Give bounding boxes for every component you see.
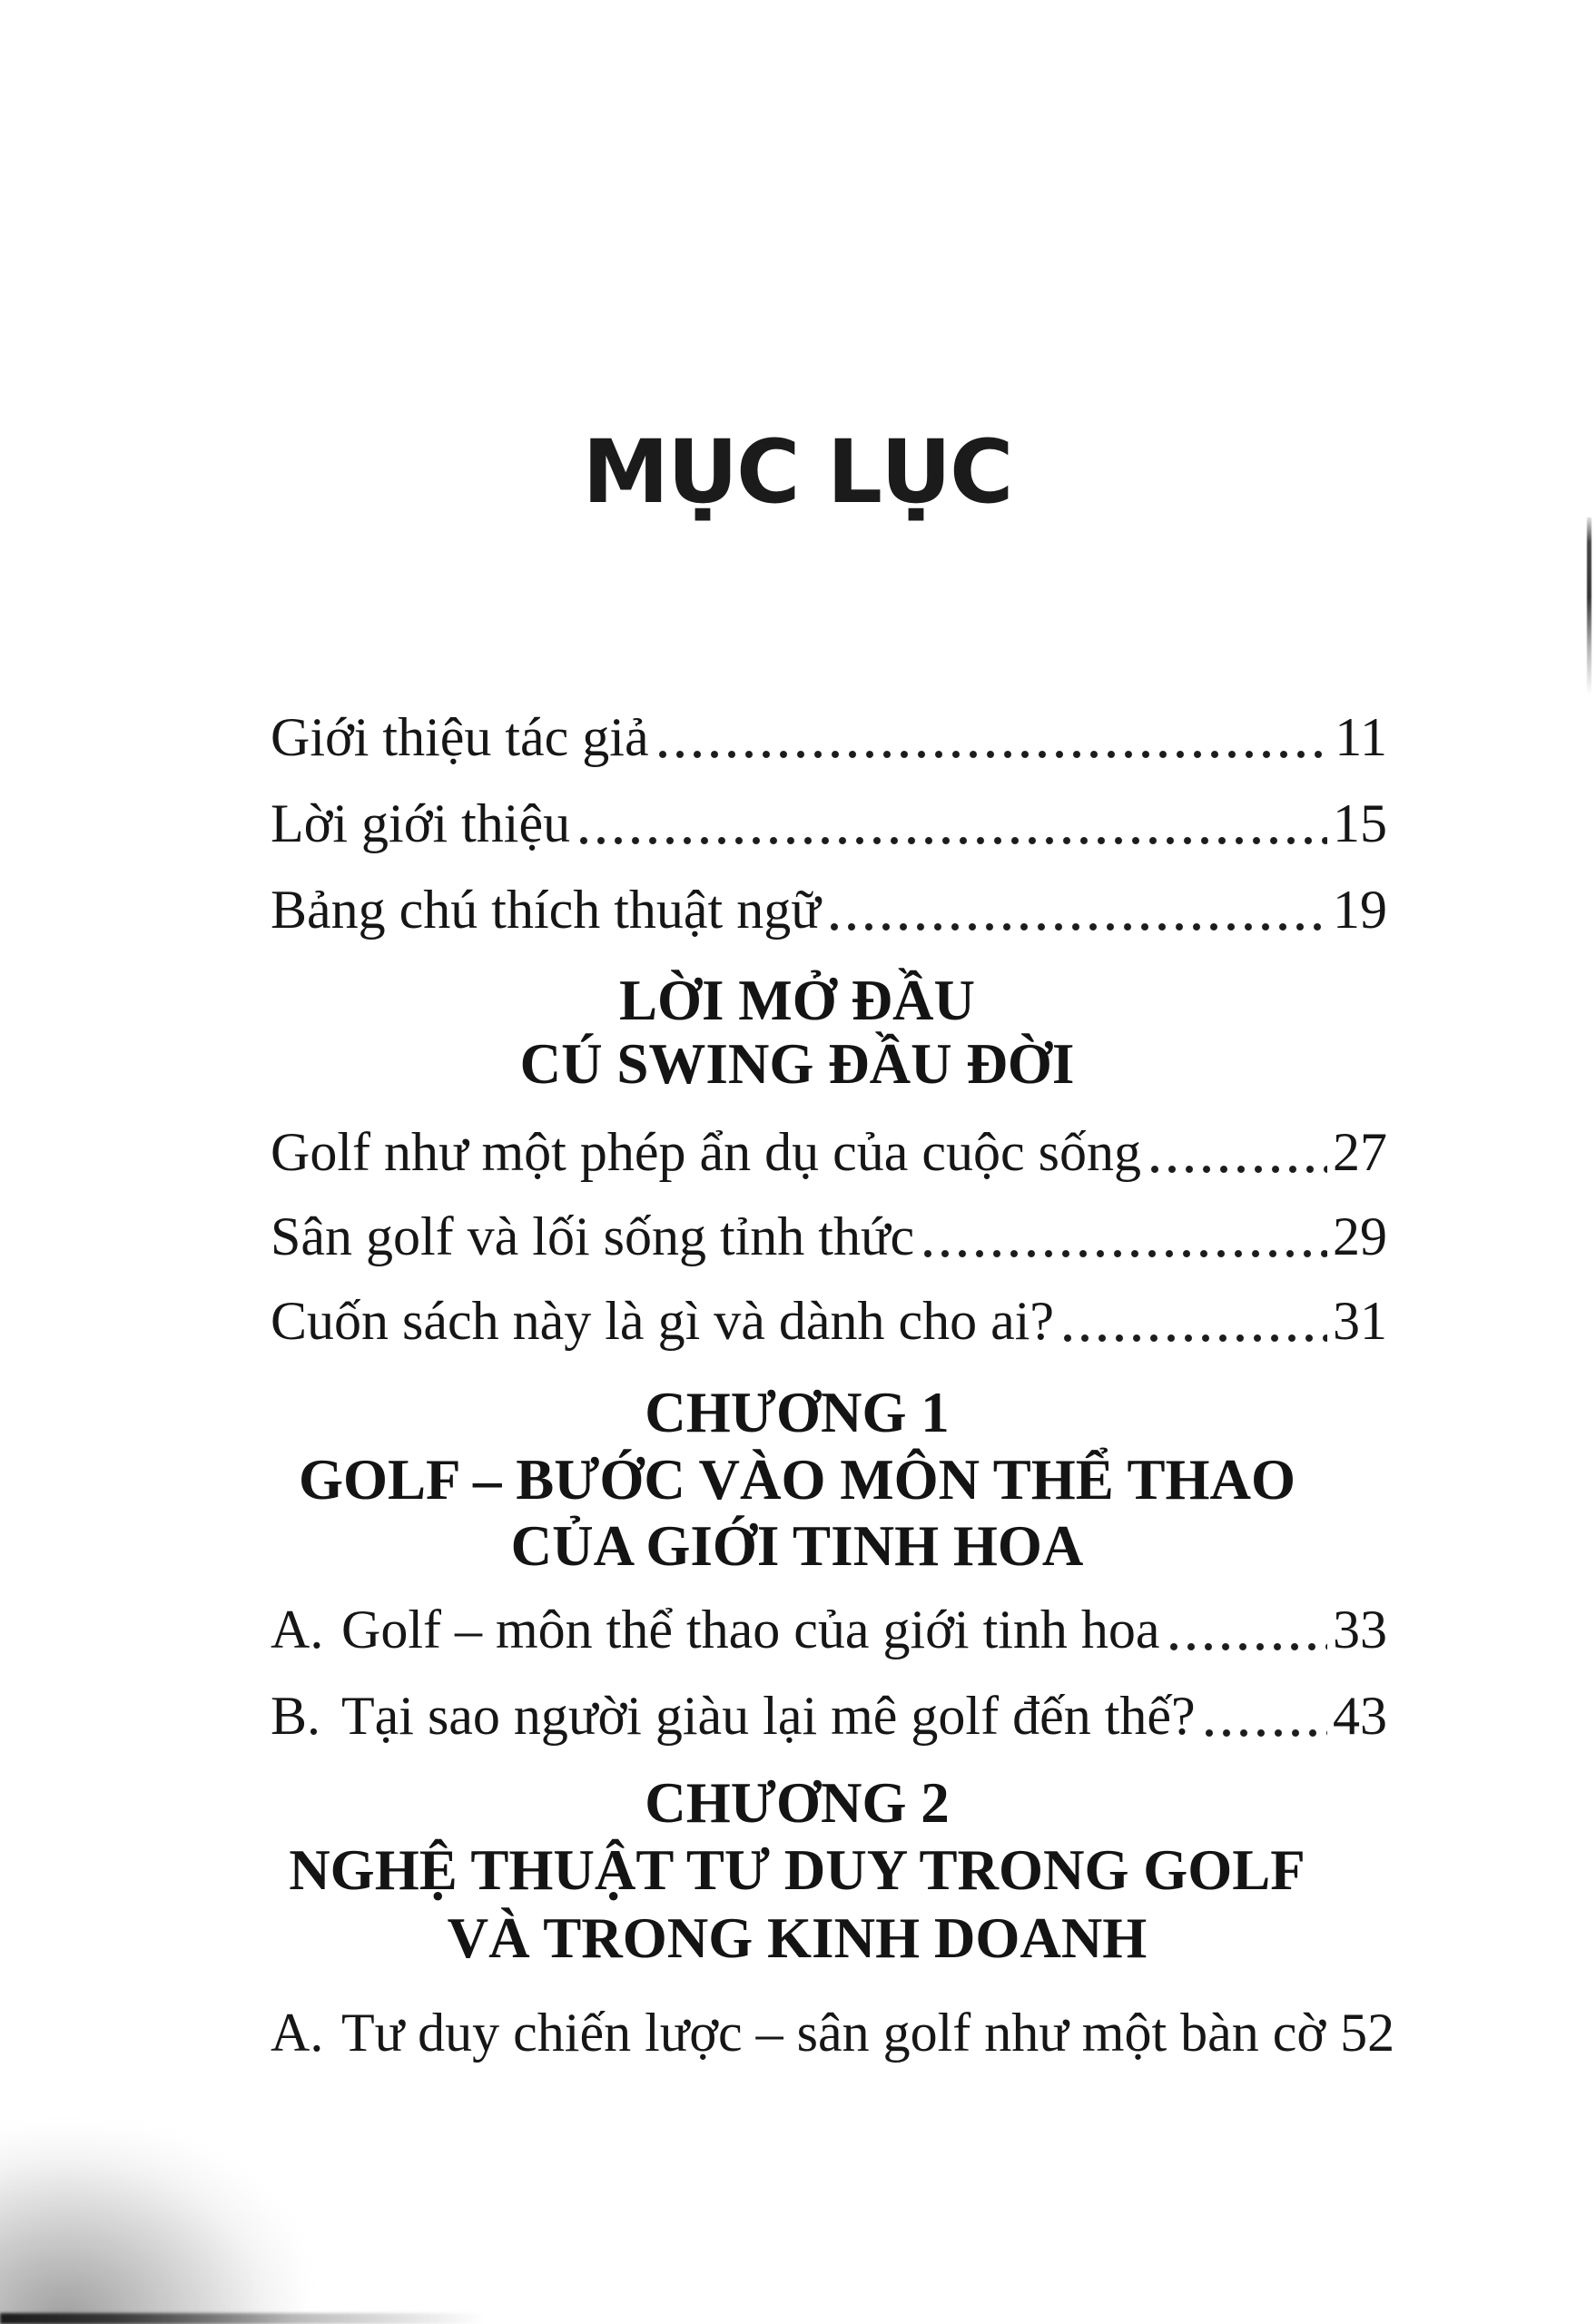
chapter2-heading-line2: NGHỆ THUẬT TƯ DUY TRONG GOLF [289,1838,1305,1902]
scan-shadow-bottom-left [0,2133,300,2324]
toc-entry-ch1-a [271,1587,1387,1673]
toc-entry-ch1-b [271,1673,1387,1759]
chapter1-heading-line1: CHƯƠNG 1 [645,1381,950,1444]
entry-prefix: B. [271,1686,321,1746]
entry-prefix: A. [271,1600,324,1659]
toc-entry-bang-chu-thich [271,867,1387,953]
toc-entry-gioi-thieu-tac-gia [271,694,1387,781]
section-heading-cu-swing-dau-doi: CÚ SWING ĐẦU ĐỜI [519,1032,1075,1096]
entry-page-number: 43 [1333,1686,1387,1746]
page-title: MỤC LỤC [582,421,1012,523]
chapter2-heading-line1: CHƯƠNG 2 [645,1771,950,1835]
entry-page-number: 11 [1335,707,1387,767]
dot-leader [923,1249,1327,1258]
chapter1-heading-line3: CỦA GIỚI TINH HOA [510,1514,1084,1578]
entry-label: Giới thiệu tác giả [271,707,649,767]
chapter1-heading-line2: GOLF – BƯỚC VÀO MÔN THỂ THAO [299,1448,1296,1512]
chapter2-heading-line3: VÀ TRONG KINH DOANH [447,1906,1148,1970]
entry-page-number: 29 [1333,1206,1387,1266]
entry-page-number: 33 [1333,1600,1387,1659]
scan-page-edge-line [1587,517,1591,694]
toc-entry-golf-phep-an-du [271,1109,1387,1196]
entry-label: Lời giới thiệu [271,793,571,853]
entry-label: Golf – môn thể thao của giới tinh hoa [341,1600,1160,1659]
entry-page-number: 15 [1333,793,1387,853]
entry-page-number: 31 [1333,1291,1387,1351]
entry-label: Bảng chú thích thuật ngữ [271,880,821,940]
toc-entry-san-golf-loi-song [271,1194,1387,1280]
entry-page-number: 27 [1333,1122,1387,1182]
dot-leader [1150,1165,1327,1174]
entry-page-number: 19 [1333,880,1387,940]
dot-leader [1169,1642,1327,1651]
entry-label: Tư duy chiến lược – sân golf như một bàn cờ [341,2003,1326,2063]
dot-leader [658,750,1330,759]
toc-entry-ch2-a [271,1990,1395,2076]
entry-label: Golf như một phép ẩn dụ của cuộc sống [271,1122,1141,1182]
toc-entry-loi-gioi-thieu [271,781,1387,867]
toc-entry-cuon-sach-nay [271,1278,1387,1364]
entry-page-number: 52 [1340,2003,1395,2063]
scan-streak-bottom-edge [0,2313,527,2324]
section-heading-loi-mo-dau: LỜI MỞ ĐẦU [619,969,975,1032]
dot-leader [579,836,1327,845]
entry-label: Cuốn sách này là gì và dành cho ai? [271,1291,1055,1351]
entry-prefix: A. [271,2003,324,2063]
dot-leader [830,922,1327,931]
entry-label: Sân golf và lối sống tỉnh thức [271,1206,915,1266]
entry-label: Tại sao người giàu lại mê golf đến thế? [341,1686,1196,1746]
dot-leader [1205,1728,1327,1738]
dot-leader [1063,1334,1327,1343]
